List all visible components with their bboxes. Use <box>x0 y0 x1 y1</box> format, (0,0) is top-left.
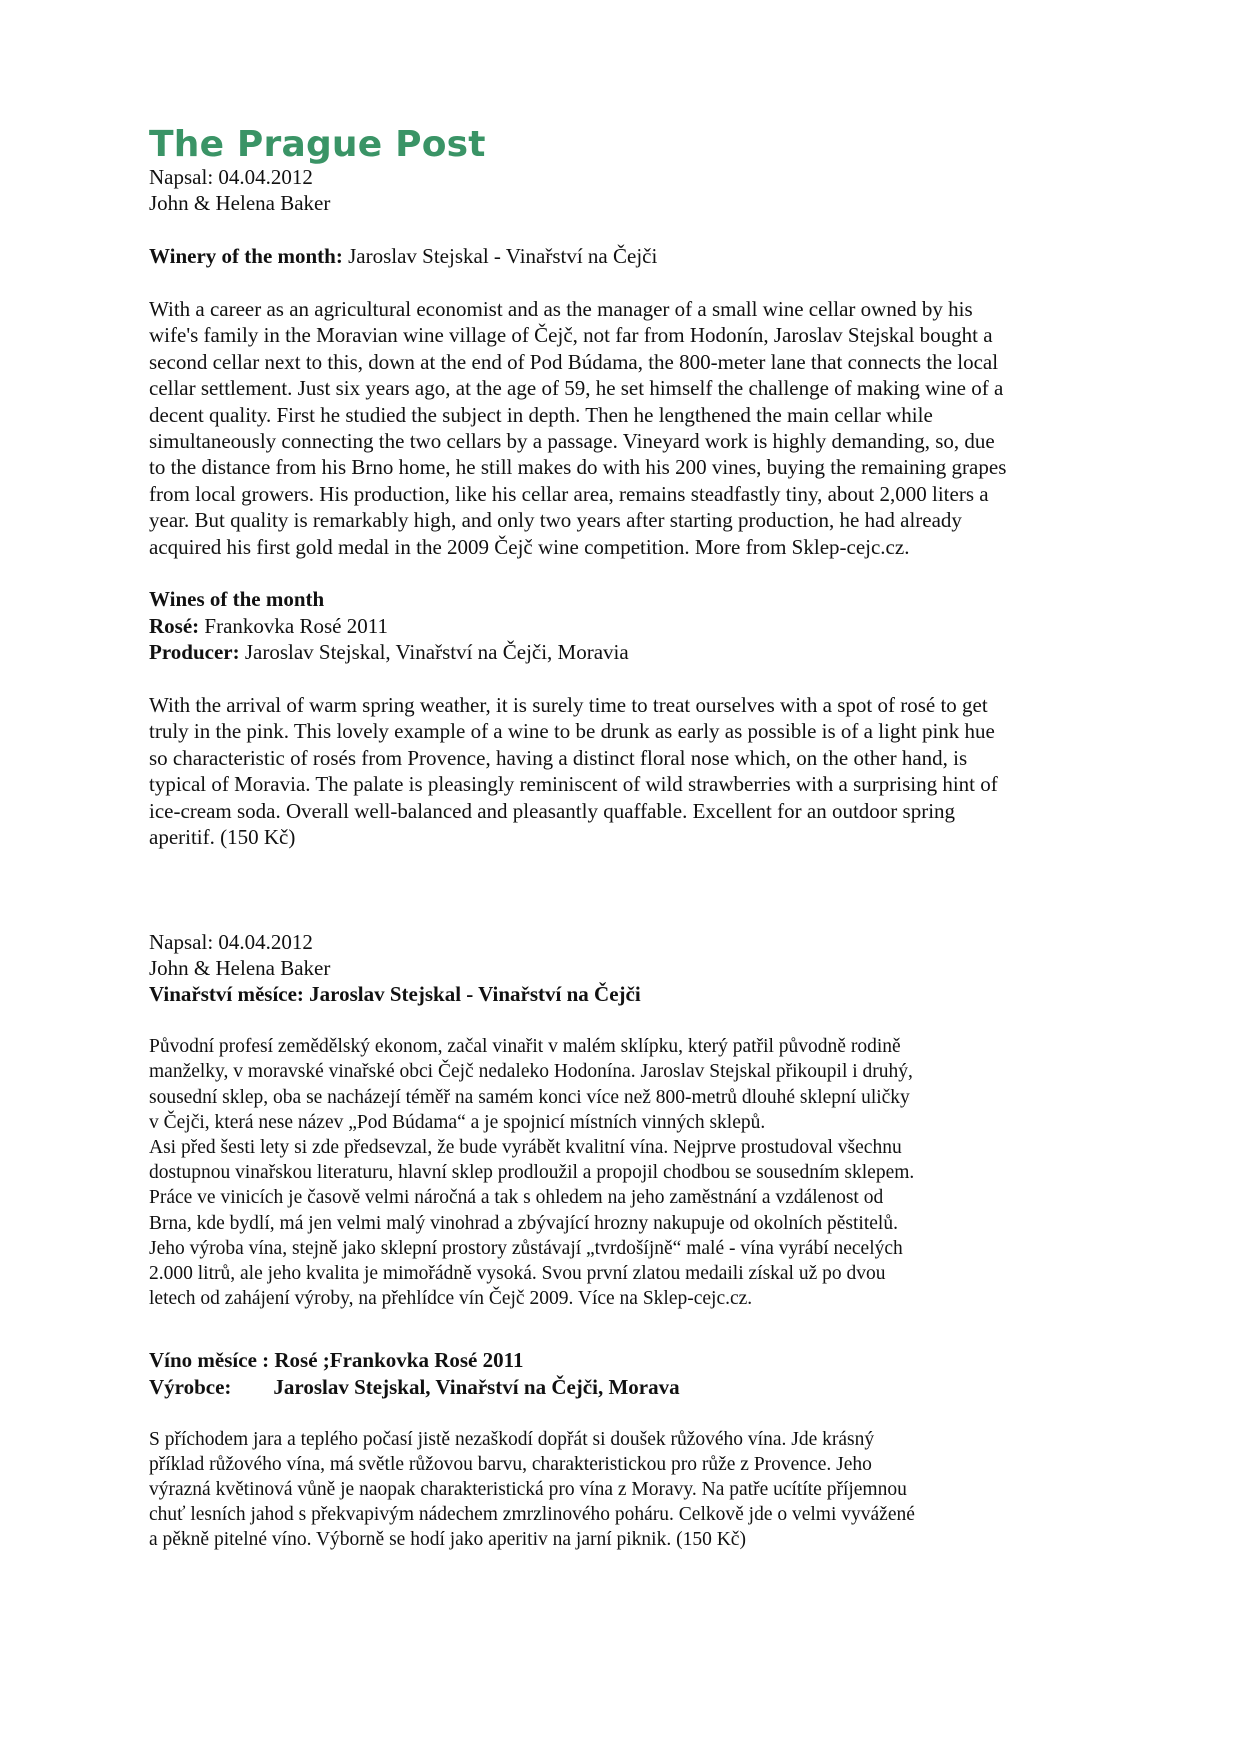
czech-review <box>149 1427 1109 1553</box>
byline-date-cz: Napsal: 04.04.2012 <box>149 929 313 954</box>
review-line: so characteristic of rosés from Provence, having a distinct floral nose which, on the other hand, is <box>149 745 968 770</box>
wine-heading-cz: Víno měsíce : Rosé ;Frankovka Rosé 2011 <box>149 1348 524 1373</box>
paragraph-line: to the distance from his Brno home, he still makes do with his 200 vines, buying the remaining grapes <box>149 455 1007 480</box>
paragraph-line-cz: dostupnou vinařskou literaturu, hlavní sklep prodloužil a propojil chodbou se sousedním sklepem. <box>149 1162 915 1184</box>
paragraph-line: wife's family in the Moravian wine village of Čejč, not far from Hodonín, Jaroslav Stejskal bought a <box>149 323 993 348</box>
producer-value-cz: Jaroslav Stejskal, Vinařství na Čejči, Morava <box>273 1374 680 1399</box>
review-line: typical of Moravia. The palate is pleasingly reminiscent of wild strawberries with a surprising hint of <box>149 772 998 797</box>
winery-paragraph-cz <box>149 1034 1109 1311</box>
producer-line-cz <box>149 1374 1109 1400</box>
review-line-cz: chuť lesních jahod s překvapivým nádechem zmrzlinového poháru. Celkově jde o velmi vyvážené <box>149 1504 915 1526</box>
rose-value: Frankovka Rosé 2011 <box>204 613 388 638</box>
paragraph-line: With a career as an agricultural economist and as the manager of a small wine cellar owned by his <box>149 297 973 321</box>
masthead-title: The Prague Post <box>149 124 486 165</box>
byline-date: Napsal: 04.04.2012 <box>149 165 313 189</box>
paragraph-line-cz: Původní profesí zemědělský ekonom, začal vinařit v malém sklípku, který patřil původně rodině <box>149 1036 901 1058</box>
producer-line <box>149 639 1109 665</box>
paragraph-line-cz: Brna, kde bydlí, má jen velmi malý vinohrad a zbývající hrozny nakupuje od okolních pěstitelů. <box>149 1212 898 1234</box>
czech-article <box>149 1034 1109 1311</box>
paragraph-line: second cellar next to this, down at the end of Pod Búdama, the 800-meter lane that connects the local <box>149 349 999 374</box>
producer-label: Producer: <box>149 640 240 665</box>
byline-authors-cz: John & Helena Baker <box>149 955 331 980</box>
paragraph-line: decent quality. First he studied the subject in depth. Then he lengthened the main cellar while <box>149 402 933 427</box>
winery-value: Jaroslav Stejskal - Vinařství na Čejči <box>348 244 658 269</box>
wines-heading: Wines of the month <box>149 587 325 612</box>
paragraph-line: year. But quality is remarkably high, and only two years after starting production, he had already <box>149 508 962 533</box>
paragraph-line-cz: manželky, v moravské vinařské obci Čejč nedaleko Hodonína. Jaroslav Stejskal přikoupil i druhý, <box>149 1061 913 1083</box>
review-line-cz: výrazná květinová vůně je naopak charakteristická pro vína z Moravy. Na patře ucítíte příjemnou <box>149 1478 907 1500</box>
document-page <box>149 124 1109 1553</box>
paragraph-line-cz: v Čejči, která nese název „Pod Búdama“ a je spojnicí místních vinných sklepů. <box>149 1111 766 1133</box>
review-line-cz: a pěkně pitelné víno. Výborně se hodí jako aperitiv na jarní piknik. (150 Kč) <box>149 1529 746 1551</box>
review-line-cz: S příchodem jara a teplého počasí jistě nezaškodí dopřát si doušek růžového vína. Jde krásný <box>149 1428 875 1450</box>
rose-label: Rosé: <box>149 613 200 638</box>
english-article <box>149 164 1109 851</box>
paragraph-line: from local growers. His production, like his cellar area, remains steadfastly tiny, about 2,000 liters a <box>149 481 989 506</box>
paragraph-line-cz: Jeho výroba vína, stejně jako sklepní prostory zůstávají „tvrdošíjně“ malé - vína vyrábí necelých <box>149 1237 903 1259</box>
rose-line <box>149 613 1109 639</box>
review-line: truly in the pink. This lovely example of a wine to be drunk as early as possible is of a light pink hue <box>149 719 995 744</box>
paragraph-line: cellar settlement. Just six years ago, at the age of 59, he set himself the challenge of making wine of a <box>149 376 1004 401</box>
review-line: aperitif. (150 Kč) <box>149 825 296 850</box>
paragraph-line-cz: Práce ve vinicích je časově velmi náročná a tak s ohledem na jeho zaměstnání a vzdálenost od <box>149 1187 884 1209</box>
paragraph-line-cz: Asi před šesti lety si zde předsevzal, že bude vyrábět kvalitní vína. Nejprve prostudoval všechnu <box>149 1136 902 1158</box>
review-paragraph-cz <box>149 1427 1109 1553</box>
winery-heading-cz: Vinařství měsíce: Jaroslav Stejskal - Vinařství na Čejči <box>149 982 641 1007</box>
producer-value: Jaroslav Stejskal, Vinařství na Čejči, Moravia <box>244 640 629 665</box>
winery-of-month-line <box>149 243 1109 269</box>
review-line: ice-cream soda. Overall well-balanced and pleasantly quaffable. Excellent for an outdoor spring <box>149 798 956 823</box>
review-paragraph <box>149 692 1109 850</box>
czech-header <box>149 929 1109 1008</box>
paragraph-line-cz: 2.000 litrů, ale jeho kvalita je mimořádně vysoká. Svou první zlatou medaili získal už po dvou <box>149 1262 886 1284</box>
winery-label: Winery of the month: <box>149 244 343 269</box>
paragraph-line: acquired his first gold medal in the 2009 Čejč wine competition. More from Sklep-cejc.cz. <box>149 534 910 559</box>
paragraph-line: simultaneously connecting the two cellars by a passage. Vineyard work is highly demanding, so, due <box>149 429 995 454</box>
producer-label-cz: Výrobce: <box>149 1374 232 1399</box>
review-line-cz: příklad růžového vína, má světle růžovou barvu, charakteristickou pro růže z Provence. Jeho <box>149 1453 872 1475</box>
review-line: With the arrival of warm spring weather, it is surely time to treat ourselves with a spot of rosé to get <box>149 693 988 718</box>
paragraph-line-cz: letech od zahájení výroby, na přehlídce vín Čejč 2009. Více na Sklep-cejc.cz. <box>149 1288 753 1310</box>
winery-paragraph <box>149 296 1109 560</box>
byline-authors: John & Helena Baker <box>149 191 331 216</box>
czech-wine-header <box>149 1347 1109 1400</box>
paragraph-line-cz: sousední sklep, oba se nacházejí téměř na samém konci více než 800-metrů dlouhé sklepní uličky <box>149 1086 910 1108</box>
